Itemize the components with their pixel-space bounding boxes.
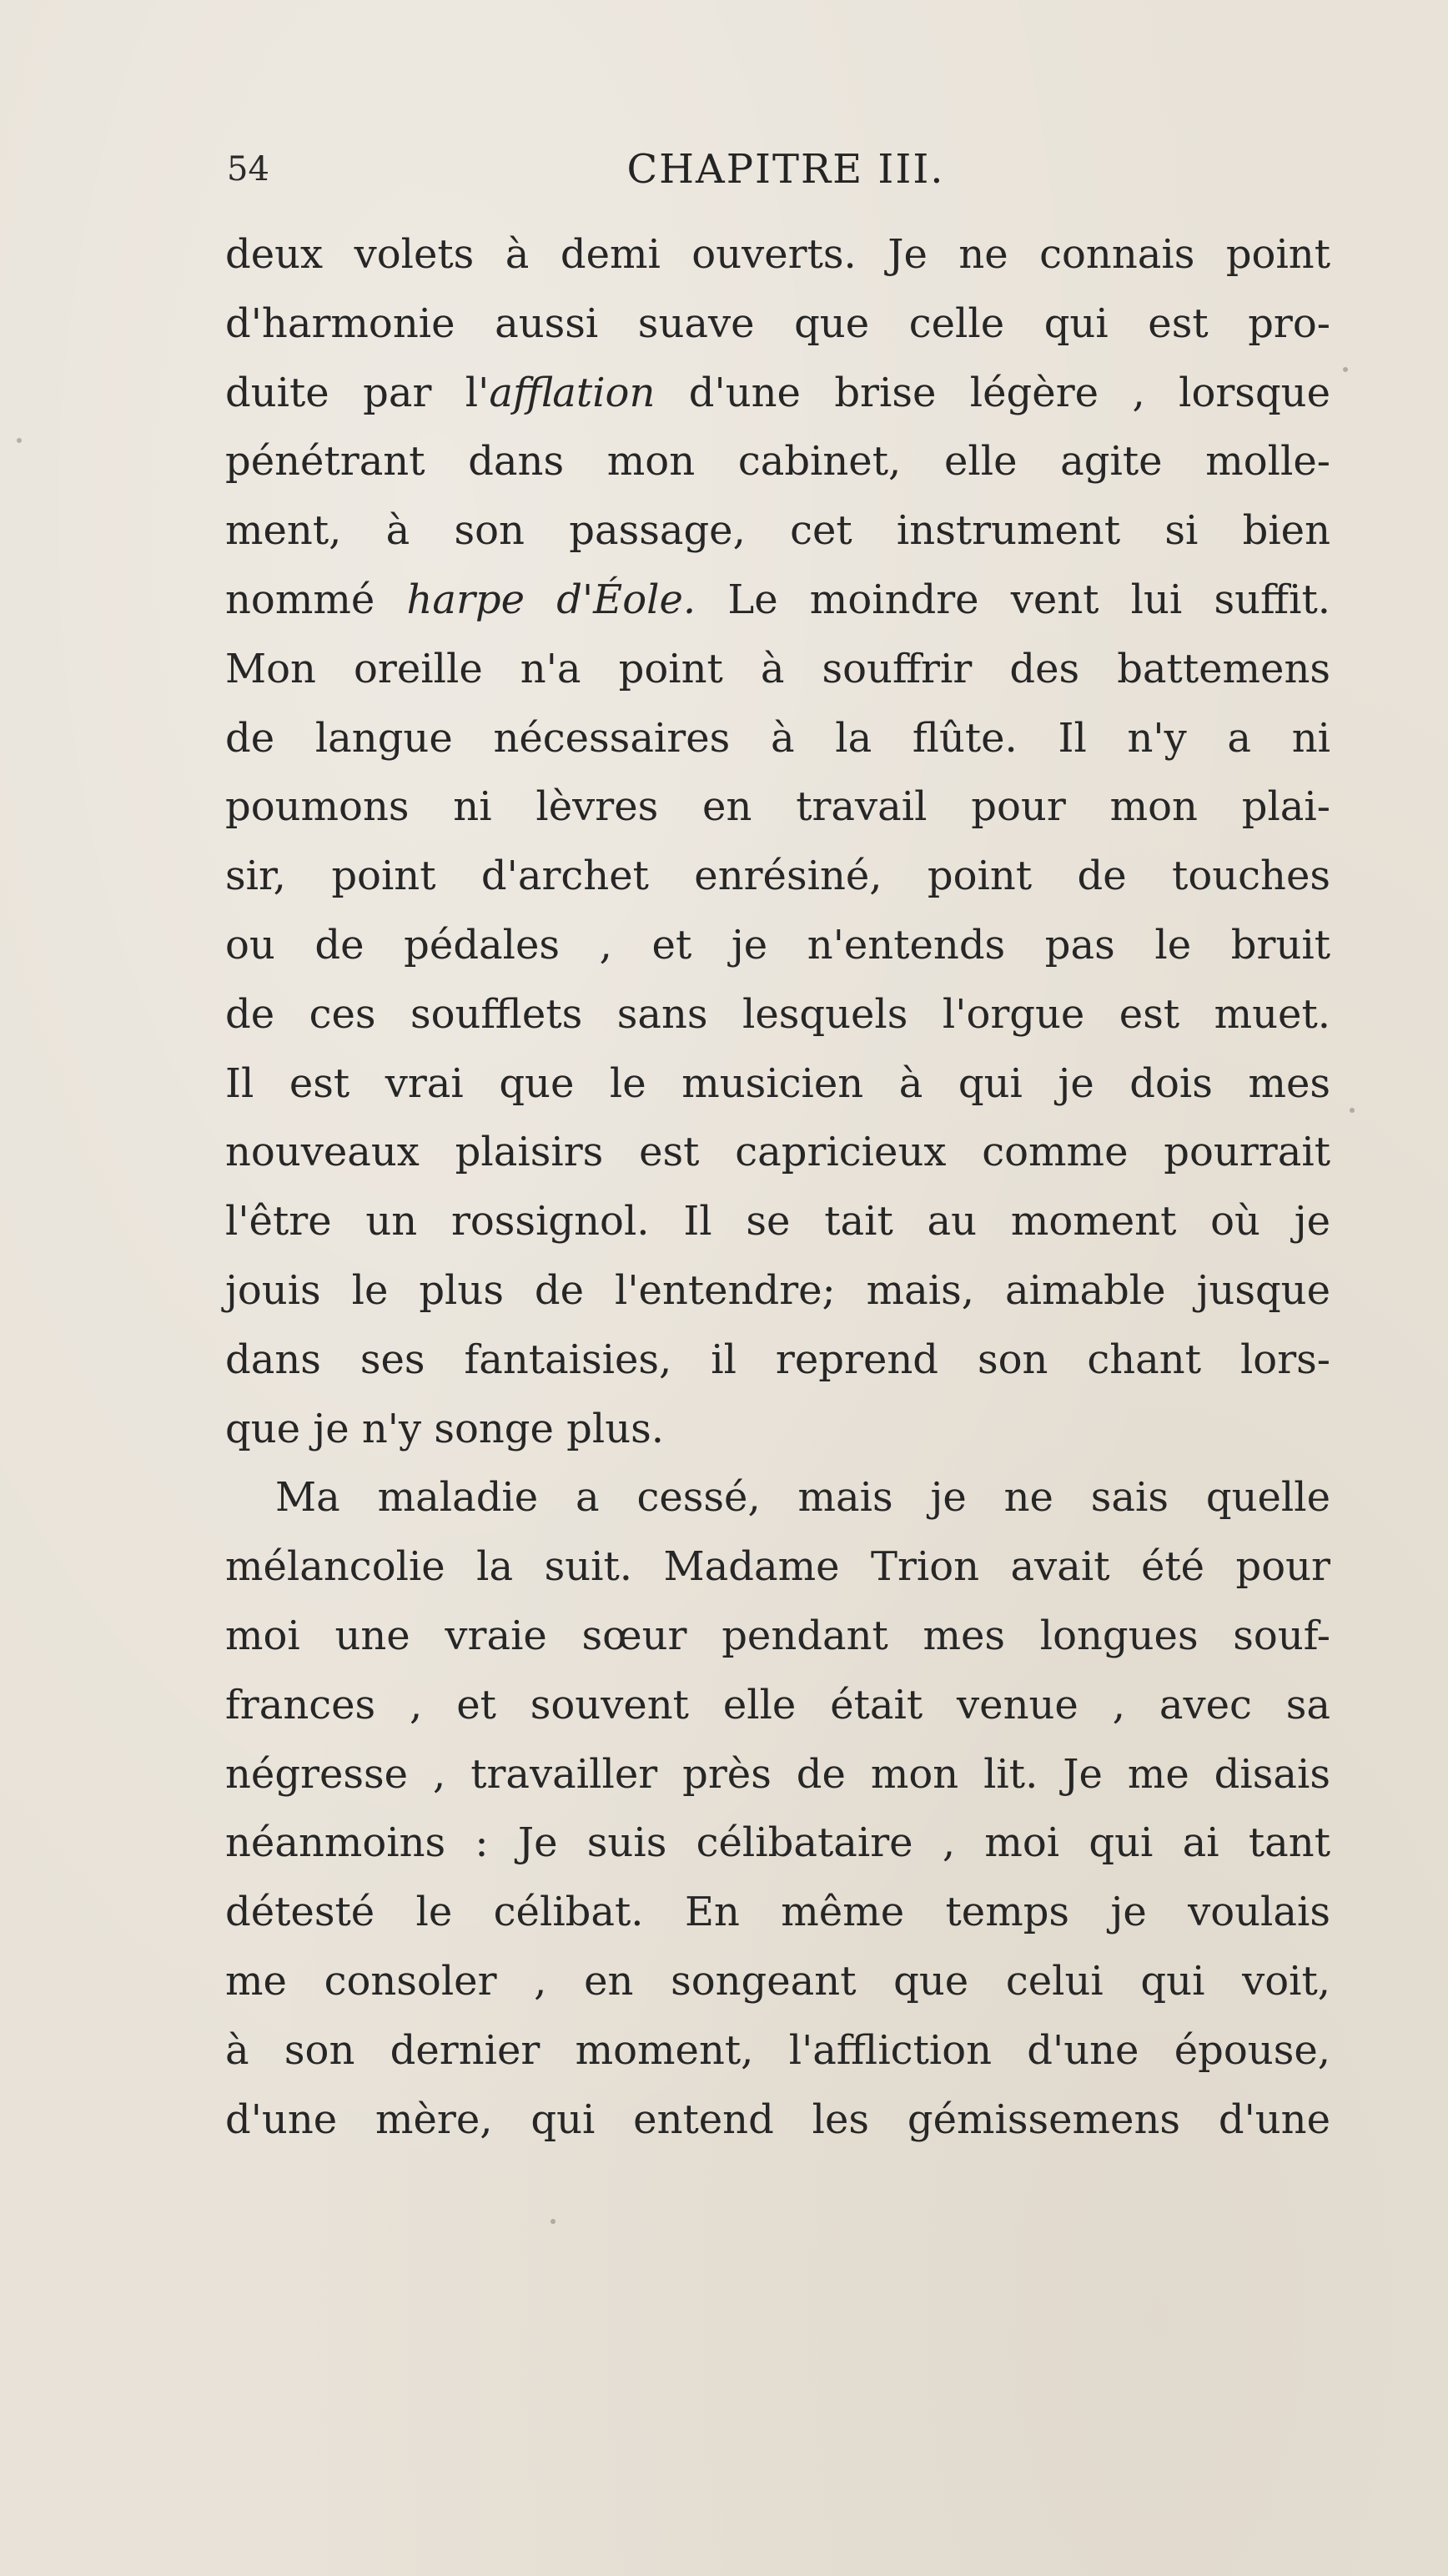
text-line: détesté le célibat. En même temps je voulais bbox=[225, 1889, 1330, 1936]
text-line: mélancolie la suit. Madame Trion avait été pour bbox=[225, 1543, 1330, 1591]
italic-word: afflation bbox=[489, 369, 656, 416]
page-header bbox=[227, 140, 1345, 199]
text-segment: nommé bbox=[225, 576, 407, 623]
text-line: de ces soufflets sans lesquels l'orgue est muet. bbox=[225, 990, 1330, 1038]
paper-speck bbox=[551, 2219, 556, 2224]
text-line: Mon oreille n'a point à souffrir des battemens bbox=[225, 645, 1330, 692]
page-number: 54 bbox=[227, 150, 269, 189]
text-line: ou de pédales , et je n'entends pas le bruit bbox=[225, 921, 1330, 969]
text-line: poumons ni lèvres en travail pour mon plai- bbox=[225, 783, 1330, 831]
text-line: Il est vrai que le musicien à qui je dois mes bbox=[225, 1059, 1330, 1107]
text-line: sir, point d'archet enrésiné, point de touches bbox=[225, 853, 1330, 900]
text-line: Ma maladie a cessé, mais je ne sais quelle bbox=[275, 1474, 1330, 1522]
text-line bbox=[225, 566, 1330, 635]
body-text bbox=[225, 220, 1330, 2154]
text-line bbox=[225, 359, 1330, 428]
text-line: l'être un rossignol. Il se tait au moment où je bbox=[225, 1198, 1330, 1245]
paper-speck bbox=[17, 438, 22, 443]
text-line: deux volets à demi ouverts. Je ne connais point bbox=[225, 231, 1330, 278]
paper-speck bbox=[1343, 367, 1348, 372]
text-line: que je n'y songe plus. bbox=[225, 1405, 665, 1452]
text-line: me consoler , en songeant que celui qui voit, bbox=[225, 1957, 1330, 2005]
text-line: négresse , travailler près de mon lit. Je me disais bbox=[225, 1750, 1330, 1798]
text-line: à son dernier moment, l'affliction d'une épouse, bbox=[225, 2026, 1330, 2074]
running-head: CHAPITRE III. bbox=[626, 146, 945, 193]
text-line: frances , et souvent elle était venue , avec sa bbox=[225, 1681, 1330, 1728]
text-segment: duite par l' bbox=[225, 369, 490, 416]
text-line: néanmoins : Je suis célibataire , moi qui ai tant bbox=[225, 1819, 1330, 1867]
text-line: pénétrant dans mon cabinet, elle agite molle- bbox=[225, 438, 1330, 486]
text-line: jouis le plus de l'entendre; mais, aimable jusque bbox=[225, 1266, 1330, 1314]
italic-phrase: harpe d'Éole. bbox=[406, 576, 696, 623]
text-line: d'une mère, qui entend les gémissemens d'une bbox=[225, 2096, 1330, 2143]
text-segment: d'une brise légère , lorsque bbox=[655, 369, 1330, 416]
text-line: de langue nécessaires à la flûte. Il n'y a ni bbox=[225, 714, 1330, 762]
text-line: moi une vraie sœur pendant mes longues souf- bbox=[225, 1612, 1330, 1659]
text-line: ment, à son passage, cet instrument si bien bbox=[225, 507, 1330, 555]
text-line: d'harmonie aussi suave que celle qui est pro- bbox=[225, 299, 1330, 347]
text-line: nouveaux plaisirs est capricieux comme pourrait bbox=[225, 1129, 1330, 1176]
text-line: dans ses fantaisies, il reprend son chant lors- bbox=[225, 1336, 1330, 1383]
paper-speck bbox=[1350, 1108, 1355, 1113]
text-segment: Le moindre vent lui suffit. bbox=[696, 576, 1331, 623]
